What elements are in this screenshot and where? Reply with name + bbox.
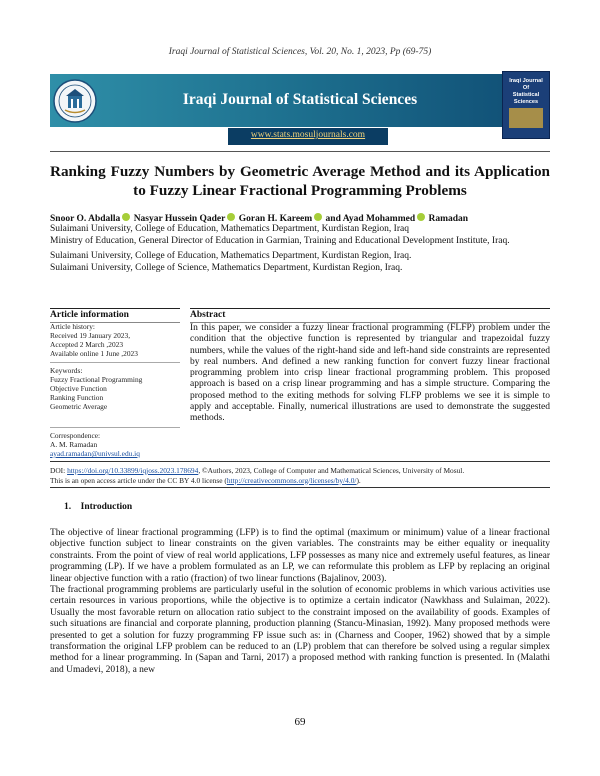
- doi-block: [50, 466, 550, 485]
- doi-prefix: DOI:: [50, 466, 66, 475]
- history-label: Article history:: [50, 322, 95, 331]
- doi-link[interactable]: https://doi.org/10.33899/iqjoss.2023.178694: [67, 466, 199, 475]
- page-number: 69: [294, 716, 306, 728]
- keyword: Ranking Function: [50, 393, 104, 402]
- journal-cover-image: [502, 71, 550, 139]
- orcid-icon[interactable]: [122, 213, 130, 221]
- license-link[interactable]: http://creativecommons.org/licenses/by/4.0/: [226, 475, 357, 485]
- orcid-icon[interactable]: [227, 213, 235, 221]
- correspondence-email-link[interactable]: ayad.ramadan@univsul.edu.iq: [50, 449, 140, 458]
- available-date: Available online 1 June ,2023: [50, 349, 138, 358]
- info-divider: [50, 427, 180, 428]
- article-info-heading: Article information: [50, 308, 180, 323]
- info-divider: [50, 362, 180, 363]
- license-text-end: ).: [356, 475, 361, 485]
- body-paragraph: The fractional programming problems are particularly useful in the solution of economic problems in which various activities use certain resources in various proportions, while the objective is to optimize a certain indicator (Nawkhass and Sulaiman, 2022). Usually the most favorable return on allocation ratio subject to the constraint imposed on the availability of goods. Examples of such situations are financial and corporate planning, production planning (Stancu-Minasian, 1992). Many proposed methods were presented to get a solution for fuzzy programming FP issue such as: in (Charness and Cooper, 1962) showed that by a simple transformation the original LFP problem can be reduced to an (LP) problem that can therefore be solved using a regular simplex method for a linear programming. In (Sapan and Tarni, 2017) a proposed method with ranking function is presented. In (Malathi and Umadevi, 2018), a new: [50, 585, 550, 675]
- keywords-block: [50, 366, 180, 411]
- keywords-label: Keywords:: [50, 366, 83, 375]
- body-paragraph: The objective of linear fractional programming (LFP) is to find the optimal (maximum or minimum) value of a linear fractional objective function subject to linear constraints on the given variables. The constraints may be either equality or inequality constraints. From the point of view of real world applications, LFP possesses as many nice and extremely useful features, as linear programming (LP). If we have a problem formulated as an LP, we can reformulate this problem as LFP by replacing an original linear objective function with a ratio (fraction) of two linear functions (Bajalinov, 2003).: [50, 528, 550, 584]
- author-name: Nasyar Hussein Qader: [133, 214, 226, 224]
- journal-citation: Iraqi Journal of Statistical Sciences, Vol. 20, No. 1, 2023, Pp (69-75): [168, 47, 432, 57]
- doi-bottom-rule: [50, 487, 550, 488]
- keyword: Fuzzy Fractional Programming: [50, 375, 143, 384]
- banner-title: Iraqi Journal of Statistical Sciences: [182, 91, 418, 108]
- orcid-icon[interactable]: [417, 213, 425, 221]
- section-title: Introduction: [80, 502, 133, 512]
- correspondence-name: A. M. Ramadan: [50, 440, 98, 449]
- correspondence-block: [50, 431, 185, 458]
- section-number: 1.: [64, 502, 72, 512]
- orcid-icon[interactable]: [314, 213, 322, 221]
- header-rule: [50, 151, 550, 152]
- journal-website-link[interactable]: www.stats.mosuljournals.com: [250, 130, 366, 140]
- cover-line-2: Of: [522, 85, 530, 91]
- correspondence-label: Correspondence:: [50, 431, 101, 440]
- abstract-text: In this paper, we consider a fuzzy linear fractional programming (FLFP) problem under the condition that the objective function is represented by triangular and trapezoidal fuzzy numbers, while the values of the right-hand side and left-hand side constraints are represented by real numbers. And defined a new ranking function for convert fuzzy linear fractional programming problem into crisp linear fractional programming problem. This proposed approach is based on a crisp linear programming and has a simple structure. Comparing the proposed method to the exiting methods for solving FLFP problems we see it is simple to apply and acceptable. Finally, numerical illustrations are used to demonstrate the suggested methods.: [190, 323, 550, 424]
- paper-title: Ranking Fuzzy Numbers by Geometric Average Method and its Application to Fuzzy Linear Fractional Programming Problems: [50, 163, 550, 199]
- accepted-date: Accepted 2 March ,2023: [50, 340, 124, 349]
- author-name: Snoor O. Abdalla: [50, 214, 121, 224]
- keyword: Geometric Average: [50, 402, 108, 411]
- affiliation-3: Sulaimani University, College of Education, Mathematics Department, Kurdistan Region, Iraq.: [50, 251, 412, 261]
- cover-line-1: Iraqi Journal: [509, 78, 543, 84]
- cover-line-3: Statistical Sciences: [512, 92, 540, 105]
- section-heading: [64, 502, 132, 512]
- journal-banner: [50, 71, 550, 151]
- affiliation-4: Sulaimani University, College of Science, Mathematics Department, Kurdistan Region, Iraq.: [50, 263, 403, 273]
- license-text: This is an open access article under the CC BY 4.0 license (: [50, 475, 227, 485]
- copyright-text: , ©Authors, 2023, College of Computer and Mathematical Sciences, University of Mosul.: [198, 466, 465, 475]
- keyword: Objective Function: [50, 384, 107, 393]
- article-history: [50, 322, 180, 358]
- introduction-body: [50, 528, 550, 676]
- cover-artwork: [509, 108, 543, 128]
- received-date: Received 19 January 2023,: [50, 331, 131, 340]
- doi-rule: [50, 461, 550, 462]
- affiliation-2: Ministry of Education, General Director of Education in Garmian, Training and Educational Development Institute, Iraq.: [50, 236, 510, 246]
- author-list: [50, 213, 468, 224]
- author-name: Goran H. Kareem: [238, 214, 313, 224]
- affiliation-1: Sulaimani University, College of Education, Mathematics Department, Kurdistan Region, Iraq: [50, 224, 409, 234]
- author-name: and Ayad Mohammed: [325, 214, 416, 224]
- author-name: Ramadan: [428, 214, 469, 224]
- abstract-heading: Abstract: [190, 308, 550, 323]
